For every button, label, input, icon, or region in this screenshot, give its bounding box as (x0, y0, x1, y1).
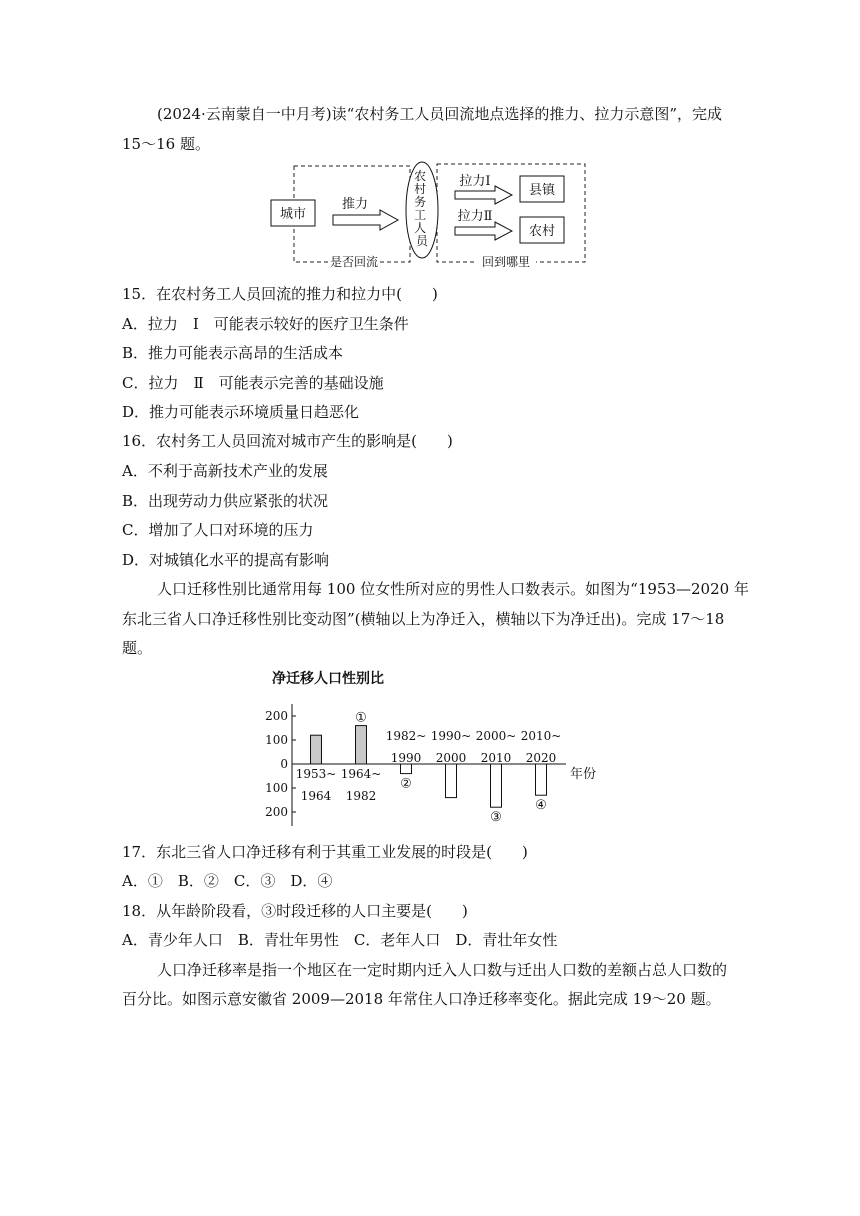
intro-text: 百分比。如图示意安徽省 2009—2018 年常住人口净迁移率变化。据此完成 19～20 题。 (122, 990, 721, 1008)
pull2-arrow (455, 222, 512, 240)
x-tick-label: 1990 (390, 751, 422, 765)
x-axis-label: 年份 (570, 767, 597, 782)
right-caption: 回到哪里 (481, 255, 531, 269)
question-17-stem: 17．东北三省人口净迁移有利于其重工业发展的时段是( ) (122, 843, 528, 861)
bar (356, 726, 367, 764)
city-label: 城市 (279, 207, 307, 222)
option-b: B．推力可能表示高昂的生活成本 (122, 344, 344, 362)
question-18-stem: 18．从年龄阶段看，③时段迁移的人口主要是( ) (122, 902, 468, 920)
intro-text: 15～16 题。 (122, 135, 210, 153)
x-tick-label: 1964~ (340, 767, 382, 781)
bar-annotation: ③ (490, 810, 502, 826)
x-tick-label: 2000 (435, 751, 467, 765)
sex-ratio-chart (0, 664, 860, 834)
x-tick-label: 1990~ (430, 729, 472, 743)
question-15-stem: 15．在农村务工人员回流的推力和拉力中( ) (122, 285, 438, 303)
y-tick-label: 200 (265, 709, 288, 723)
x-tick-label: 1953~ (295, 767, 337, 781)
option-a: A．不利于高新技术产业的发展 (122, 462, 328, 480)
x-tick-label: 2020 (525, 751, 557, 765)
push-pull-diagram (0, 158, 860, 273)
bar (491, 764, 502, 807)
question-18-options: A．青少年人口 B．青壮年男性 C．老年人口 D．青壮年女性 (122, 931, 558, 949)
option-c: C．增加了人口对环境的压力 (122, 521, 314, 539)
y-tick-label: 100 (265, 733, 288, 747)
x-tick-label: 2010~ (520, 729, 562, 743)
bar (311, 735, 322, 764)
push-label: 推力 (341, 197, 369, 212)
bar (536, 764, 547, 795)
chart-title: 净迁移人口性别比 (272, 671, 384, 687)
question-16-stem: 16．农村务工人员回流对城市产生的影响是( ) (122, 432, 453, 450)
left-caption: 是否回流 (329, 255, 379, 269)
x-tick-label: 1982 (345, 789, 377, 803)
y-tick-label: 100 (265, 781, 288, 795)
y-tick-label: 0 (280, 757, 288, 771)
intro-text: 题。 (122, 639, 153, 657)
county-label: 县镇 (528, 183, 556, 198)
bar-annotation: ② (400, 776, 412, 792)
intro-text: (2024·云南蒙自一中月考)读“农村务工人员回流地点选择的推力、拉力示意图”，完成 (157, 105, 722, 123)
option-d: D．推力可能表示环境质量日趋恶化 (122, 403, 360, 421)
intro-text: 人口净迁移率是指一个地区在一定时期内迁入人口数与迁出人口数的差额占总人口数的 (157, 961, 728, 979)
push-arrow (333, 210, 398, 230)
intro-text: 东北三省人口净迁移性别比变动图”(横轴以上为净迁入，横轴以下为净迁出)。完成 17～18 (122, 610, 725, 628)
bar-annotation: ④ (535, 798, 547, 814)
option-b: B．出现劳动力供应紧张的状况 (122, 492, 329, 510)
x-tick-label: 1964 (300, 789, 332, 803)
workers-label: 农 村 务 工 人 员 (414, 169, 429, 248)
intro-text: 人口迁移性别比通常用每 100 位女性所对应的男性人口数表示。如图为“1953—2020 年 (157, 580, 749, 598)
bar (401, 764, 412, 774)
option-c: C．拉力 Ⅱ 可能表示完善的基础设施 (122, 374, 384, 392)
option-d: D．对城镇化水平的提高有影响 (122, 551, 330, 569)
x-tick-label: 2000~ (475, 729, 517, 743)
pull1-label: 拉力Ⅰ (459, 174, 491, 189)
bar-annotation: ① (355, 710, 367, 726)
option-a: A．拉力 Ⅰ 可能表示较好的医疗卫生条件 (122, 315, 409, 333)
pull2-label: 拉力Ⅱ (457, 209, 493, 224)
x-tick-label: 2010 (480, 751, 512, 765)
village-label: 农村 (528, 224, 556, 239)
question-17-options: A．① B．② C．③ D．④ (122, 872, 333, 890)
x-tick-label: 1982~ (385, 729, 427, 743)
y-tick-label: 200 (265, 805, 288, 819)
bar (446, 764, 457, 798)
